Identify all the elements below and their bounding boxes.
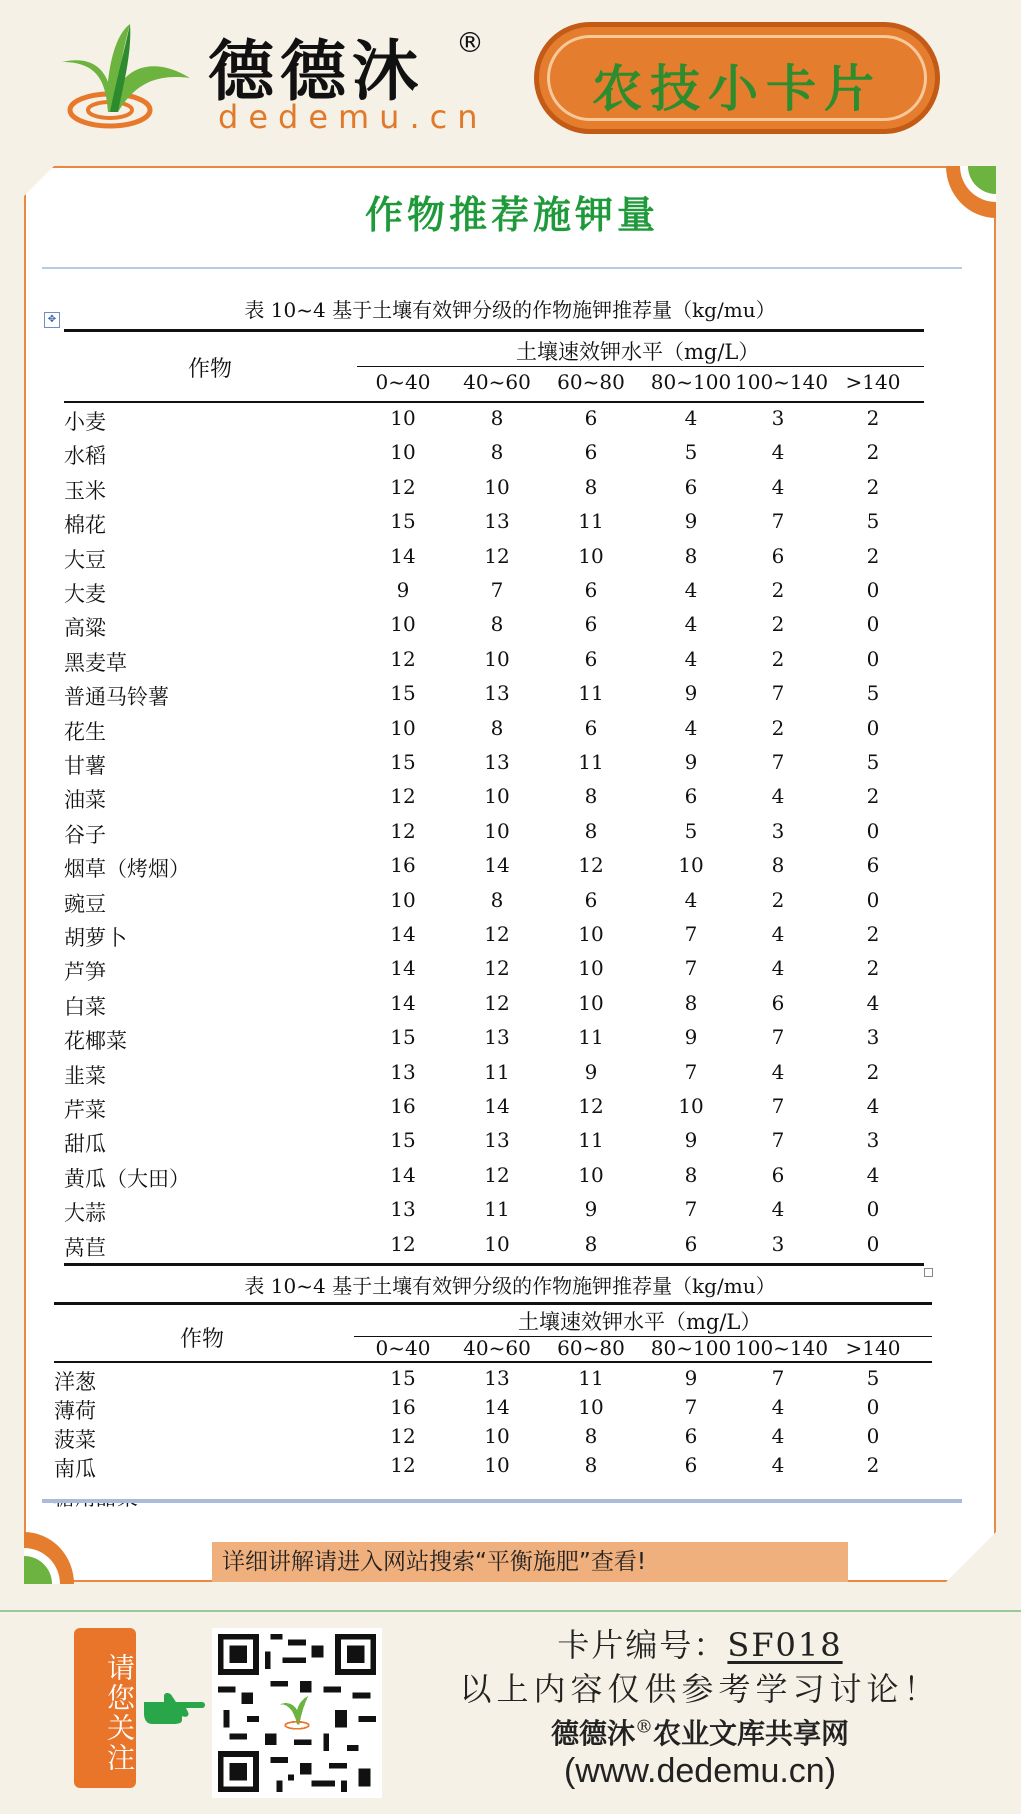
potassium-level-header: 土壤速效钾水平（mg/L） [516, 340, 760, 364]
table-row [0, 647, 1021, 677]
title-divider [42, 267, 962, 269]
potassium-rate-cell: 10 [678, 1094, 704, 1118]
potassium-rate-cell: 0 [866, 1395, 880, 1419]
horizontal-scrollbar[interactable] [42, 1499, 962, 1503]
potassium-rate-cell: 11 [578, 509, 604, 534]
potassium-rate-cell: 15 [390, 1025, 416, 1050]
header-sub-rule [357, 366, 924, 367]
potassium-rate-cell: 9 [684, 509, 698, 534]
table-row [0, 681, 1021, 711]
potassium-rate-cell: 7 [771, 509, 785, 534]
potassium-rate-cell: 5 [866, 750, 880, 774]
column-header: 0~40 [375, 1336, 431, 1360]
potassium-rate-cell: 7 [684, 956, 698, 981]
potassium-rate-cell: 10 [578, 1395, 604, 1419]
follow-us-label: 请您关注 [74, 1628, 136, 1788]
potassium-rate-cell: 10 [484, 818, 510, 843]
column-header: 60~80 [557, 1336, 625, 1360]
potassium-rate-cell: 11 [484, 1197, 510, 1222]
potassium-rate-cell: 4 [771, 922, 785, 946]
crop-name: 芦笋 [64, 960, 106, 985]
potassium-rate-cell: 14 [390, 956, 416, 981]
potassium-rate-cell: 10 [484, 784, 510, 809]
potassium-rate-cell: 11 [484, 1059, 510, 1084]
crop-name: 花生 [64, 719, 106, 744]
potassium-rate-cell: 2 [866, 474, 880, 499]
potassium-rate-cell: 6 [584, 440, 598, 465]
crop-name: 水稻 [64, 444, 106, 469]
crop-name: 高粱 [64, 616, 106, 641]
table-row [0, 1366, 1021, 1396]
potassium-rate-cell: 13 [484, 681, 510, 706]
potassium-rate-cell: 6 [771, 990, 785, 1015]
potassium-rate-cell: 12 [390, 1453, 416, 1477]
potassium-rate-cell: 6 [684, 474, 698, 499]
potassium-rate-cell: 10 [390, 406, 416, 430]
table-row [0, 475, 1021, 505]
crop-name: 甘薯 [64, 754, 106, 778]
potassium-rate-cell: 0 [866, 578, 880, 602]
potassium-rate-cell: 10 [390, 887, 416, 912]
potassium-rate-cell: 9 [684, 681, 698, 706]
potassium-rate-cell: 4 [771, 1424, 785, 1448]
potassium-rate-cell: 0 [866, 612, 880, 637]
potassium-rate-cell: 6 [684, 1453, 698, 1477]
footer-divider [0, 1610, 1021, 1612]
potassium-rate-cell: 2 [771, 887, 785, 912]
potassium-rate-cell: 12 [578, 853, 604, 878]
potassium-rate-cell: 6 [584, 612, 598, 637]
potassium-rate-cell: 13 [484, 1366, 510, 1390]
potassium-rate-cell: 14 [390, 990, 416, 1015]
potassium-rate-cell: 7 [771, 1128, 785, 1153]
potassium-rate-cell: 12 [390, 646, 416, 671]
column-header: 60~80 [557, 370, 625, 394]
potassium-rate-cell: 7 [684, 1395, 698, 1419]
potassium-rate-cell: 4 [684, 715, 698, 740]
table-row [0, 991, 1021, 1021]
potassium-rate-cell: 4 [684, 406, 698, 430]
crop-name: 烟草（烤烟） [64, 857, 190, 882]
potassium-rate-cell: 8 [490, 440, 504, 465]
potassium-rate-cell: 13 [390, 1059, 416, 1084]
potassium-rate-cell: 10 [578, 543, 604, 568]
table-row [0, 1060, 1021, 1090]
table-bottom-rule [64, 1263, 924, 1266]
potassium-rate-cell: 2 [771, 612, 785, 637]
table-row [0, 1025, 1021, 1055]
potassium-rate-cell: 2 [771, 578, 785, 602]
potassium-rate-cell: 14 [484, 1094, 510, 1118]
crop-name: 黑麦草 [64, 650, 127, 675]
column-header: 0~40 [375, 370, 431, 394]
potassium-rate-cell: 2 [866, 543, 880, 568]
crop-name: 小麦 [64, 410, 106, 434]
card-title: 作物推荐施钾量 [364, 192, 659, 237]
potassium-rate-cell: 6 [771, 543, 785, 568]
potassium-rate-cell: 4 [771, 1453, 785, 1477]
crop-name: 豌豆 [64, 891, 106, 916]
potassium-rate-cell: 2 [866, 956, 880, 981]
card-number-label: 卡片编号： [557, 1626, 728, 1664]
potassium-rate-cell: 8 [584, 474, 598, 499]
potassium-rate-cell: 10 [484, 1453, 510, 1477]
potassium-rate-cell: 16 [390, 1094, 416, 1118]
potassium-rate-cell: 0 [866, 1424, 880, 1448]
potassium-rate-cell: 11 [578, 750, 604, 774]
potassium-rate-cell: 6 [584, 646, 598, 671]
potassium-rate-cell: 7 [684, 1059, 698, 1084]
potassium-rate-cell: 9 [584, 1059, 598, 1084]
potassium-rate-cell: 3 [771, 818, 785, 843]
table-row [0, 1197, 1021, 1227]
table-row [0, 1232, 1021, 1262]
column-header: 40~60 [463, 1336, 531, 1360]
potassium-rate-cell: 5 [866, 509, 880, 534]
potassium-rate-cell: 4 [684, 578, 698, 602]
potassium-rate-cell: 13 [484, 1025, 510, 1050]
table-move-handle-icon[interactable]: ✥ [44, 312, 60, 328]
potassium-rate-cell: 8 [584, 818, 598, 843]
potassium-rate-cell: 2 [866, 440, 880, 465]
table-row [0, 1424, 1021, 1454]
potassium-rate-cell: 5 [684, 440, 698, 465]
potassium-rate-cell: 11 [578, 1128, 604, 1153]
potassium-rate-cell: 2 [866, 1453, 880, 1477]
potassium-rate-cell: 3 [771, 1231, 785, 1256]
potassium-rate-cell: 4 [771, 956, 785, 981]
potassium-rate-cell: 10 [390, 440, 416, 465]
potassium-rate-cell: 6 [584, 715, 598, 740]
potassium-rate-cell: 3 [866, 1128, 880, 1153]
potassium-rate-cell: 8 [584, 1424, 598, 1448]
potassium-rate-cell: 14 [484, 853, 510, 878]
potassium-rate-cell: 10 [578, 990, 604, 1015]
crop-name: 甜瓜 [64, 1132, 106, 1157]
table-row [0, 888, 1021, 918]
potassium-rate-cell: 11 [578, 1366, 604, 1390]
table-row [0, 1128, 1021, 1158]
potassium-rate-cell: 16 [390, 853, 416, 878]
crop-name: 南瓜 [54, 1457, 96, 1481]
potassium-level-header: 土壤速效钾水平（mg/L） [518, 1310, 762, 1334]
potassium-rate-cell: 12 [390, 784, 416, 809]
potassium-rate-cell: 7 [771, 1025, 785, 1050]
column-header: >140 [845, 370, 901, 394]
potassium-rate-cell: 12 [578, 1094, 604, 1118]
search-notice: 详细讲解请进入网站搜索“平衡施肥”查看! [212, 1542, 848, 1582]
table-clip-mask [42, 1482, 962, 1500]
crop-name: 胡萝卜 [64, 926, 127, 950]
potassium-rate-cell: 0 [866, 1197, 880, 1222]
table-row [0, 406, 1021, 436]
potassium-rate-cell: 7 [771, 1094, 785, 1118]
potassium-rate-cell: 15 [390, 1128, 416, 1153]
potassium-rate-cell: 0 [866, 887, 880, 912]
potassium-rate-cell: 8 [584, 784, 598, 809]
potassium-rate-cell: 10 [578, 956, 604, 981]
crop-name: 大豆 [64, 547, 106, 572]
potassium-rate-cell: 4 [771, 440, 785, 465]
potassium-rate-cell: 2 [771, 715, 785, 740]
corner-decoration-icon [24, 1532, 74, 1584]
card-badge [534, 22, 940, 134]
crop-column-header: 作物 [188, 357, 233, 382]
potassium-rate-cell: 4 [771, 1395, 785, 1419]
column-header: 40~60 [463, 370, 531, 394]
crop-name: 花椰菜 [64, 1029, 127, 1054]
crop-name: 白菜 [64, 994, 106, 1019]
potassium-rate-cell: 6 [684, 1231, 698, 1256]
potassium-rate-cell: 4 [684, 646, 698, 671]
potassium-rate-cell: 8 [584, 1231, 598, 1256]
crop-name: 洋葱 [54, 1370, 96, 1394]
potassium-rate-cell: 16 [390, 1395, 416, 1419]
brand-name: 德德沐 [208, 32, 424, 110]
potassium-rate-cell: 2 [866, 1059, 880, 1084]
potassium-rate-cell: 12 [390, 1424, 416, 1448]
potassium-rate-cell: 2 [866, 922, 880, 946]
potassium-rate-cell: 4 [771, 1197, 785, 1222]
crop-name: 棉花 [64, 513, 106, 538]
potassium-rate-cell: 10 [390, 612, 416, 637]
crop-name: 莴苣 [64, 1235, 106, 1260]
potassium-rate-cell: 8 [490, 612, 504, 637]
header-bottom-rule [54, 1361, 932, 1363]
potassium-rate-cell: 4 [771, 474, 785, 499]
potassium-rate-cell: 4 [866, 1162, 880, 1187]
potassium-rate-cell: 10 [390, 715, 416, 740]
potassium-rate-cell: 9 [684, 1128, 698, 1153]
potassium-rate-cell: 13 [484, 509, 510, 534]
crop-name: 谷子 [64, 822, 106, 847]
potassium-rate-cell: 8 [684, 1162, 698, 1187]
crop-name: 薄荷 [54, 1399, 96, 1423]
potassium-rate-cell: 4 [684, 887, 698, 912]
potassium-rate-cell: 2 [866, 406, 880, 430]
table-top-rule [54, 1302, 932, 1305]
table-top-rule [64, 329, 924, 332]
wechat-qr-code[interactable] [212, 1628, 382, 1798]
potassium-rate-cell: 10 [484, 474, 510, 499]
crop-name: 油菜 [64, 788, 106, 813]
crop-name: 菠菜 [54, 1428, 96, 1452]
potassium-rate-cell: 4 [771, 1059, 785, 1084]
disclaimer: 以上内容仅供参考学习讨论！ [459, 1670, 941, 1708]
potassium-rate-cell: 8 [771, 853, 785, 878]
potassium-rate-cell: 15 [390, 1366, 416, 1390]
potassium-rate-cell: 7 [771, 681, 785, 706]
potassium-rate-cell: 7 [490, 578, 504, 602]
column-header: 80~100 [650, 1336, 732, 1360]
table-caption: 表 10~4 基于土壤有效钾分级的作物施钾推荐量（kg/mu） [244, 298, 776, 322]
potassium-rate-cell: 11 [578, 1025, 604, 1050]
crop-name: 黄瓜（大田） [64, 1166, 190, 1191]
potassium-rate-cell: 8 [490, 887, 504, 912]
potassium-rate-cell: 5 [866, 681, 880, 706]
brand-url: dedemu.cn [218, 98, 488, 136]
potassium-rate-cell: 9 [396, 578, 410, 602]
potassium-rate-cell: 8 [584, 1453, 598, 1477]
potassium-rate-cell: 8 [684, 543, 698, 568]
potassium-rate-cell: 2 [866, 784, 880, 809]
potassium-rate-cell: 0 [866, 715, 880, 740]
potassium-rate-cell: 6 [866, 853, 880, 878]
potassium-rate-cell: 12 [484, 543, 510, 568]
potassium-rate-cell: 12 [390, 1231, 416, 1256]
table-row [0, 1453, 1021, 1483]
potassium-rate-cell: 11 [578, 681, 604, 706]
header-bottom-rule [64, 401, 924, 403]
column-header: 100~140 [735, 370, 829, 394]
dedemu-logo-icon [58, 22, 198, 140]
potassium-rate-cell: 12 [484, 990, 510, 1015]
registered-mark: ® [635, 1716, 653, 1738]
crop-column-header: 作物 [180, 1327, 225, 1352]
potassium-rate-cell: 4 [866, 1094, 880, 1118]
column-header: 80~100 [650, 370, 732, 394]
potassium-rate-cell: 9 [684, 750, 698, 774]
card-number [400, 1620, 1000, 1666]
crop-name: 大蒜 [64, 1201, 106, 1226]
table-row [0, 578, 1021, 608]
potassium-rate-cell: 6 [771, 1162, 785, 1187]
table-row [0, 509, 1021, 539]
column-header: 100~140 [735, 1336, 829, 1360]
potassium-rate-cell: 15 [390, 681, 416, 706]
table-row [0, 612, 1021, 642]
potassium-rate-cell: 14 [484, 1395, 510, 1419]
potassium-rate-cell: 10 [578, 922, 604, 946]
table-row [0, 922, 1021, 952]
potassium-rate-cell: 10 [484, 1231, 510, 1256]
table-row [0, 716, 1021, 746]
potassium-rate-cell: 15 [390, 750, 416, 774]
potassium-rate-cell: 8 [490, 715, 504, 740]
potassium-rate-cell: 5 [866, 1366, 880, 1390]
potassium-rate-cell: 4 [866, 990, 880, 1015]
potassium-rate-cell: 13 [390, 1197, 416, 1222]
pointing-hand-icon [142, 1690, 206, 1726]
table-row [0, 784, 1021, 814]
potassium-rate-cell: 0 [866, 646, 880, 671]
potassium-rate-cell: 8 [684, 990, 698, 1015]
potassium-rate-cell: 4 [771, 784, 785, 809]
table-row [0, 544, 1021, 574]
potassium-rate-cell: 8 [490, 406, 504, 430]
potassium-rate-cell: 0 [866, 1231, 880, 1256]
table-row [0, 1094, 1021, 1124]
site-url[interactable]: (www.dedemu.cn) [563, 1752, 837, 1790]
potassium-rate-cell: 9 [684, 1025, 698, 1050]
potassium-rate-cell: 12 [484, 1162, 510, 1187]
potassium-rate-cell: 12 [484, 922, 510, 946]
potassium-rate-cell: 2 [771, 646, 785, 671]
potassium-rate-cell: 12 [484, 956, 510, 981]
potassium-rate-cell: 10 [484, 1424, 510, 1448]
potassium-rate-cell: 0 [866, 818, 880, 843]
potassium-rate-cell: 13 [484, 750, 510, 774]
potassium-rate-cell: 7 [771, 750, 785, 774]
card-badge-label: 农技小卡片 [592, 59, 882, 118]
potassium-rate-cell: 6 [584, 406, 598, 430]
potassium-rate-cell: 7 [771, 1366, 785, 1390]
potassium-rate-cell: 6 [684, 1424, 698, 1448]
crop-name: 玉米 [64, 478, 106, 503]
potassium-rate-cell: 4 [684, 612, 698, 637]
potassium-rate-cell: 15 [390, 509, 416, 534]
potassium-rate-cell: 10 [678, 853, 704, 878]
potassium-rate-cell: 14 [390, 543, 416, 568]
potassium-rate-cell: 13 [484, 1128, 510, 1153]
potassium-rate-cell: 6 [684, 784, 698, 809]
table-row [0, 440, 1021, 470]
potassium-rate-cell: 14 [390, 922, 416, 946]
potassium-rate-cell: 9 [584, 1197, 598, 1222]
potassium-rate-cell: 7 [684, 1197, 698, 1222]
crop-name: 韭菜 [64, 1063, 106, 1088]
potassium-rate-cell: 6 [584, 887, 598, 912]
table-row [0, 1163, 1021, 1193]
registered-mark: ® [456, 26, 484, 59]
table-row [0, 956, 1021, 986]
potassium-rate-cell: 12 [390, 818, 416, 843]
site-name-brand: 德德沐 [550, 1717, 635, 1750]
table-row [0, 750, 1021, 780]
table-row [0, 819, 1021, 849]
site-name [400, 1712, 1000, 1752]
potassium-rate-cell: 14 [390, 1162, 416, 1187]
crop-name: 大麦 [64, 582, 106, 606]
card-number-value: SF018 [727, 1626, 843, 1664]
potassium-rate-cell: 3 [866, 1025, 880, 1050]
potassium-rate-cell: 12 [390, 474, 416, 499]
potassium-rate-cell: 10 [484, 646, 510, 671]
potassium-rate-cell: 7 [684, 922, 698, 946]
column-header: >140 [845, 1336, 901, 1360]
table-caption: 表 10~4 基于土壤有效钾分级的作物施钾推荐量（kg/mu） [244, 1274, 776, 1298]
potassium-rate-cell: 9 [684, 1366, 698, 1390]
potassium-rate-cell: 3 [771, 406, 785, 430]
crop-name: 普通马铃薯 [64, 685, 169, 710]
potassium-rate-cell: 5 [684, 818, 698, 843]
potassium-rate-cell: 6 [584, 578, 598, 602]
crop-name: 芹菜 [64, 1098, 106, 1122]
table-row [0, 1395, 1021, 1425]
table-row [0, 853, 1021, 883]
potassium-rate-cell: 10 [578, 1162, 604, 1187]
site-name-suffix: 农业文库共享网 [653, 1717, 850, 1750]
